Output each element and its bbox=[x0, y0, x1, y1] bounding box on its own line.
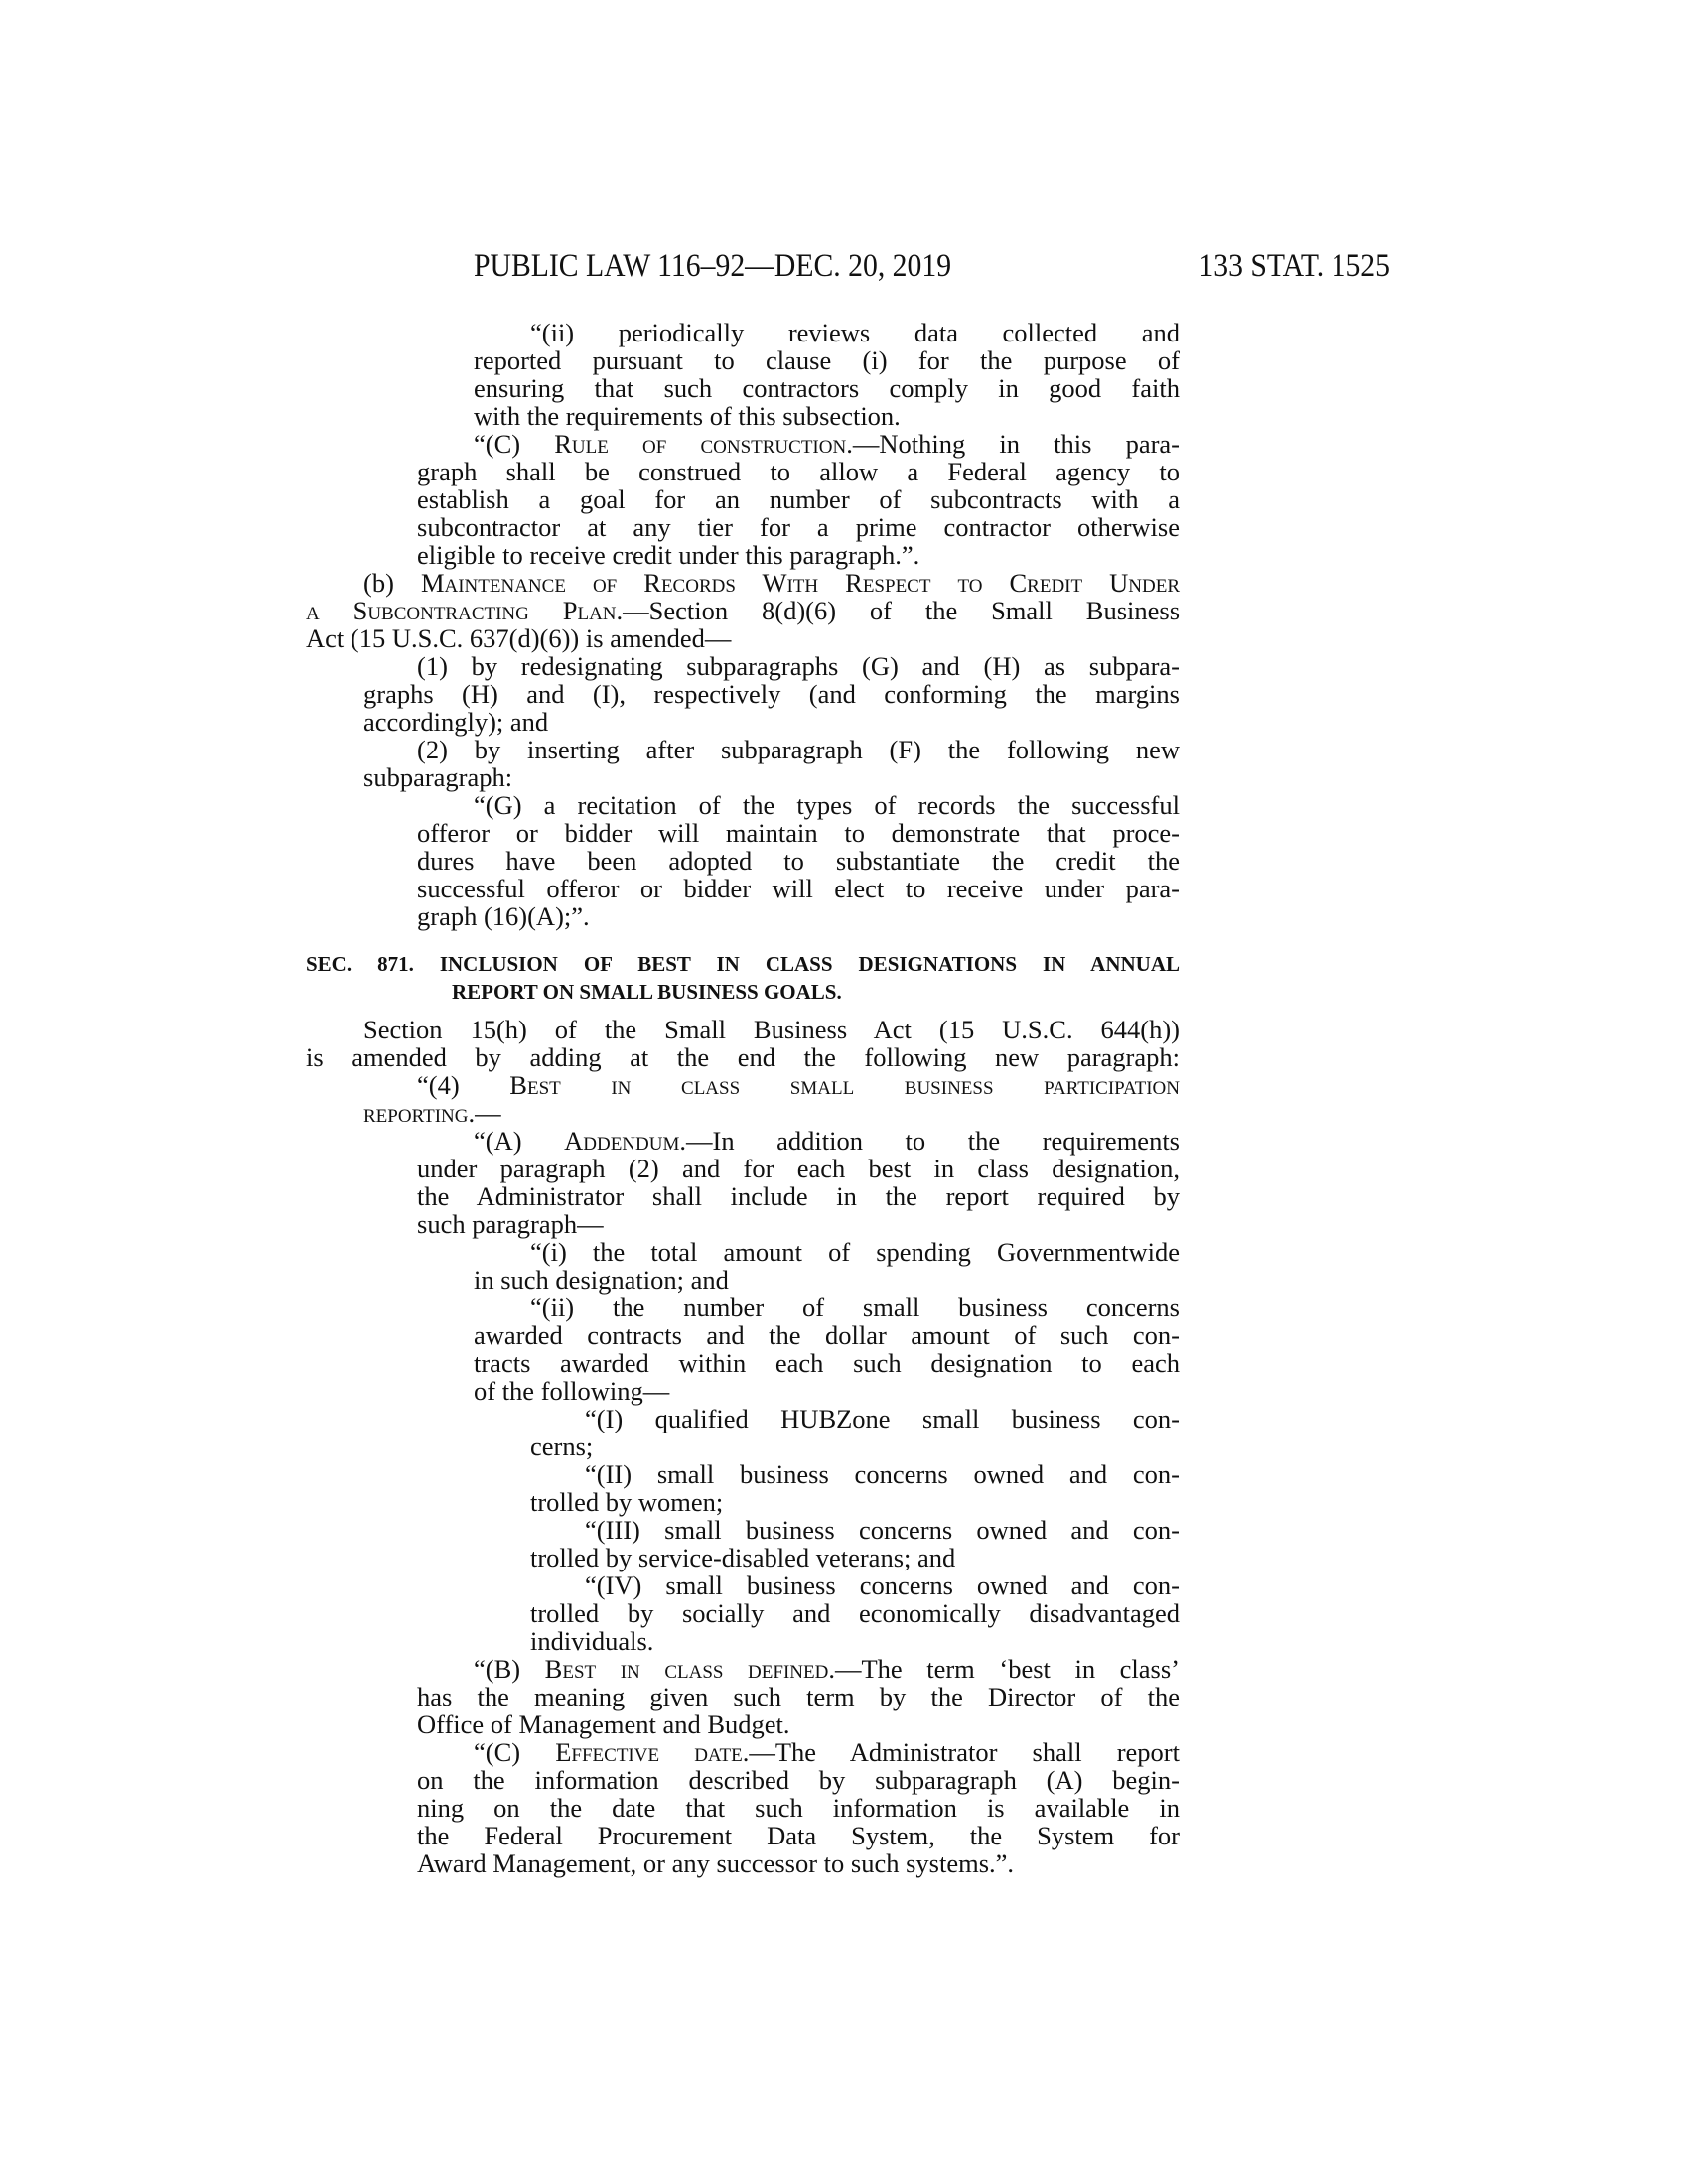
text-line: has the meaning given such term by the Director of the bbox=[417, 1682, 1180, 1711]
line-prefix: “(4) bbox=[417, 1070, 510, 1100]
text-line: “(ii) periodically reviews data collected and bbox=[530, 318, 1180, 347]
line-prefix: “(A) bbox=[474, 1126, 565, 1156]
document-body bbox=[306, 319, 1180, 1877]
text-line: the Federal Procurement Data System, the System for bbox=[417, 1821, 1180, 1850]
text-line: such paragraph— bbox=[417, 1209, 604, 1239]
text-line: graph (16)(A);”. bbox=[417, 901, 590, 931]
line-text: —In addition to the requirements bbox=[686, 1126, 1180, 1156]
line-prefix: (b) bbox=[363, 568, 421, 598]
text-line: graphs (H) and (I), respectively (and conforming the margins bbox=[363, 679, 1180, 709]
text-line: Office of Management and Budget. bbox=[417, 1709, 790, 1739]
line-text: —The term ‘best in class’ bbox=[834, 1654, 1180, 1684]
subsection-heading: Best in class defined. bbox=[544, 1654, 835, 1684]
text-line: Act (15 U.S.C. 637(d)(6)) is amended— bbox=[306, 623, 732, 653]
text-line: accordingly); and bbox=[363, 707, 549, 737]
paragraph-heading: reporting. bbox=[363, 1098, 476, 1128]
text-line: with the requirements of this subsection. bbox=[474, 401, 901, 431]
subsection-heading: a Subcontracting Plan. bbox=[306, 596, 624, 625]
text-line: “(III) small business concerns owned and con- bbox=[585, 1515, 1180, 1545]
text-line: “(I) qualified HUBZone small business con- bbox=[585, 1404, 1180, 1433]
text-line: Award Management, or any successor to such systems.”. bbox=[417, 1848, 1015, 1878]
text-line bbox=[474, 1738, 1180, 1766]
text-line: (1) by redesignating subparagraphs (G) and (H) as subpara- bbox=[417, 651, 1180, 681]
text-line: in such designation; and bbox=[474, 1265, 729, 1295]
section-heading-continued: REPORT ON SMALL BUSINESS GOALS. bbox=[452, 980, 842, 1004]
text-line: reported pursuant to clause (i) for the purpose of bbox=[474, 345, 1180, 375]
text-line: establish a goal for an number of subcontracts with a bbox=[417, 484, 1180, 514]
text-line bbox=[417, 1071, 1180, 1099]
text-line: “(IV) small business concerns owned and con- bbox=[585, 1570, 1180, 1600]
text-line: offeror or bidder will maintain to demonstrate that proce- bbox=[417, 818, 1180, 848]
text-line: graph shall be construed to allow a Federal agency to bbox=[417, 457, 1180, 486]
text-line: individuals. bbox=[530, 1626, 654, 1656]
text-line: dures have been adopted to substantiate the credit the bbox=[417, 846, 1180, 876]
page-number-stat: 133 STAT. 1525 bbox=[1198, 248, 1390, 284]
text-line: “(G) a recitation of the types of records the successful bbox=[474, 790, 1180, 820]
text-line: eligible to receive credit under this paragraph.”. bbox=[417, 540, 920, 570]
text-line: “(ii) the number of small business concerns bbox=[530, 1293, 1180, 1322]
line-text: —Section 8(d)(6) of the Small Business bbox=[623, 596, 1181, 625]
text-line: subcontractor at any tier for a prime contractor otherwise bbox=[417, 512, 1180, 542]
text-line: tracts awarded within each such designation to each bbox=[474, 1348, 1180, 1378]
text-line: the Administrator shall include in the report required by bbox=[417, 1181, 1180, 1211]
line-text: —The Administrator shall report bbox=[749, 1737, 1180, 1767]
running-header-title: PUBLIC LAW 116–92—DEC. 20, 2019 bbox=[474, 248, 952, 284]
text-line: ning on the date that such information is available in bbox=[417, 1793, 1180, 1823]
paragraph-heading: Best in class small business participation bbox=[509, 1070, 1180, 1100]
subsection-heading: Effective date. bbox=[555, 1737, 750, 1767]
line-text: — bbox=[475, 1098, 501, 1128]
subsection-heading: Rule of construction. bbox=[554, 429, 853, 459]
subsection-heading: Maintenance of Records With Respect to Credit Under bbox=[420, 568, 1180, 598]
text-line: trolled by socially and economically disadvantaged bbox=[530, 1598, 1180, 1628]
text-line: of the following— bbox=[474, 1376, 670, 1406]
line-prefix: “(C) bbox=[474, 429, 555, 459]
text-line bbox=[363, 569, 1180, 597]
text-line: is amended by adding at the end the following new paragraph: bbox=[306, 1042, 1180, 1072]
text-line: ensuring that such contractors comply in good faith bbox=[474, 373, 1180, 403]
line-text: —Nothing in this para- bbox=[852, 429, 1180, 459]
text-line bbox=[474, 430, 1180, 458]
text-line: on the information described by subparagraph (A) begin- bbox=[417, 1765, 1180, 1795]
text-line: trolled by women; bbox=[530, 1487, 724, 1517]
text-line: successful offeror or bidder will elect to receive under para- bbox=[417, 874, 1180, 903]
text-line: cerns; bbox=[530, 1432, 594, 1461]
text-line bbox=[474, 1127, 1180, 1155]
line-prefix: “(B) bbox=[474, 1654, 545, 1684]
text-line: trolled by service-disabled veterans; and bbox=[530, 1543, 956, 1572]
text-line: “(II) small business concerns owned and con- bbox=[585, 1459, 1180, 1489]
text-line bbox=[306, 597, 1180, 624]
text-line bbox=[363, 1099, 1180, 1127]
subsection-heading: Addendum. bbox=[564, 1126, 686, 1156]
section-heading: SEC. 871. INCLUSION OF BEST IN CLASS DESIGNATIONS IN ANNUAL bbox=[306, 952, 1180, 976]
text-line: subparagraph: bbox=[363, 762, 513, 792]
text-line: Section 15(h) of the Small Business Act (15 U.S.C. 644(h)) bbox=[363, 1015, 1180, 1044]
text-line bbox=[474, 1655, 1180, 1683]
text-line: awarded contracts and the dollar amount of such con- bbox=[474, 1320, 1180, 1350]
text-line: (2) by inserting after subparagraph (F) the following new bbox=[417, 735, 1180, 764]
text-line: under paragraph (2) and for each best in class designation, bbox=[417, 1154, 1180, 1183]
text-line: “(i) the total amount of spending Governmentwide bbox=[530, 1237, 1180, 1267]
line-prefix: “(C) bbox=[474, 1737, 556, 1767]
